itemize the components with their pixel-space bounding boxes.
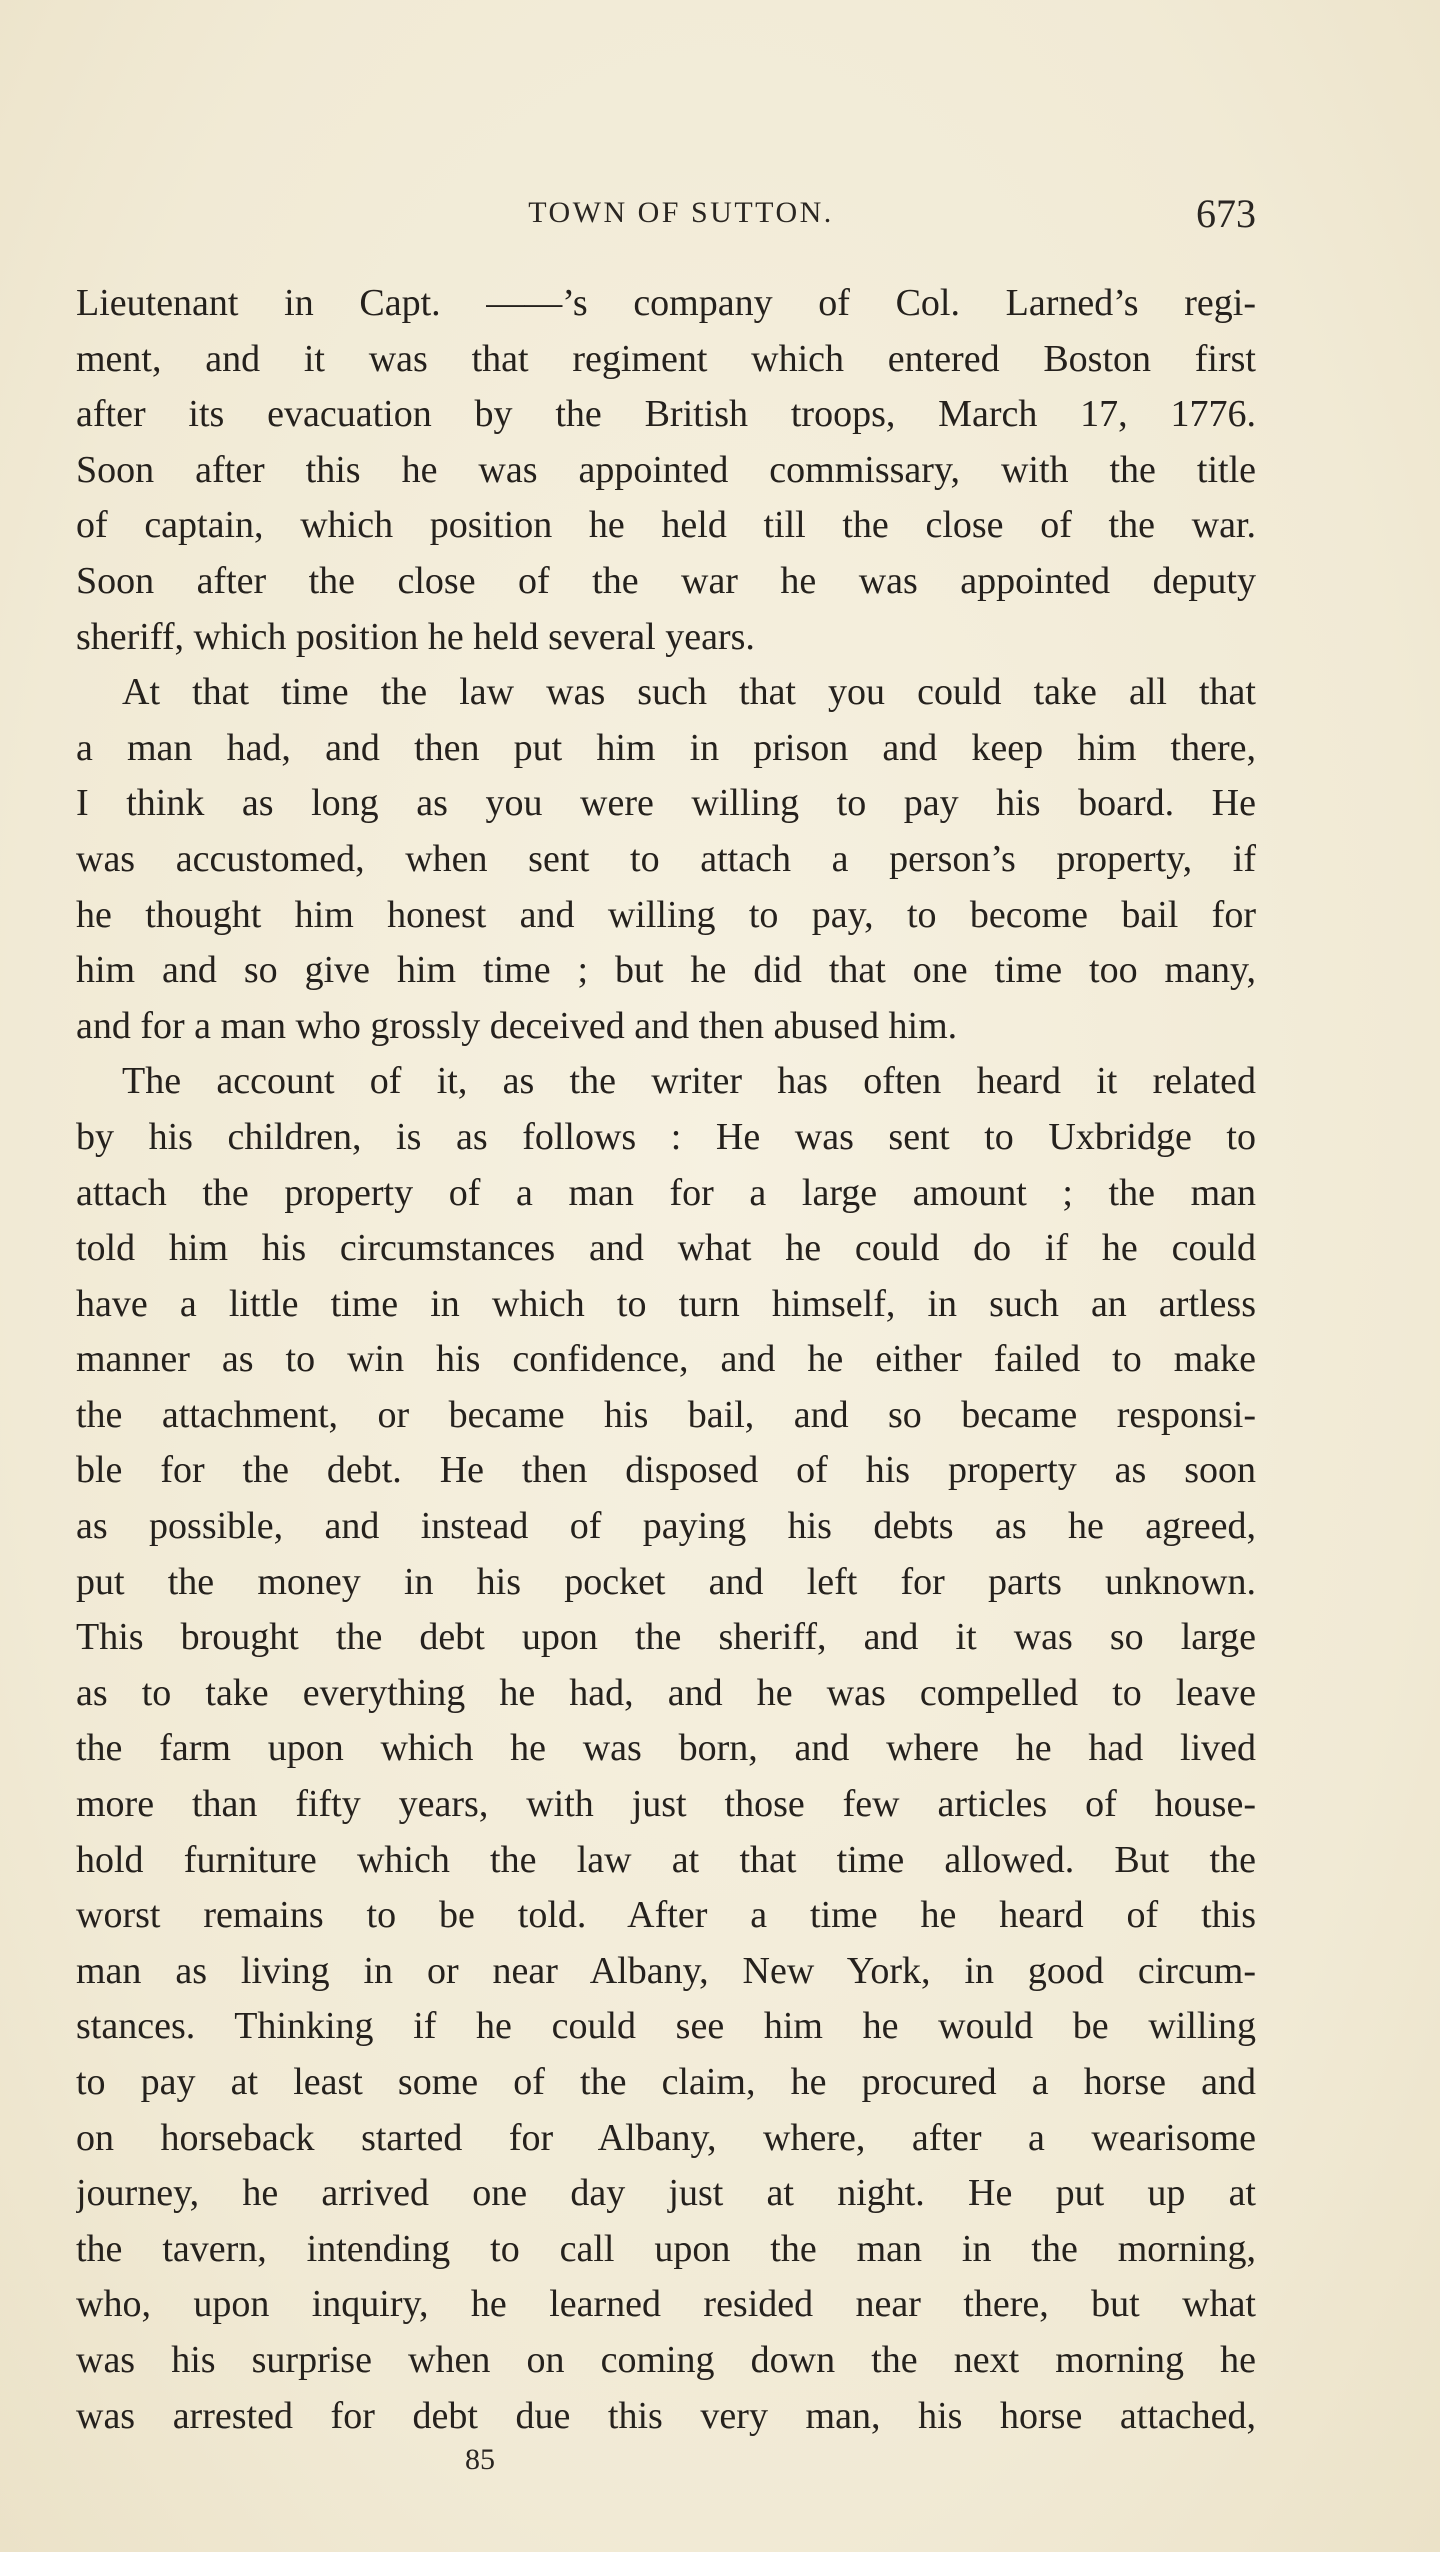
text-line: after its evacuation by the British troops, March 17, 1776. <box>76 393 1256 436</box>
running-head-title: TOWN OF SUTTON. <box>528 196 834 229</box>
text-line: put the money in his pocket and left for parts unknown. <box>76 1560 1256 1603</box>
text-line: ble for the debt. He then disposed of his property as soon <box>76 1449 1256 1492</box>
text-line: told him his circumstances and what he could do if he could <box>76 1227 1256 1270</box>
text-line: the farm upon which he was born, and where he had lived <box>76 1727 1256 1770</box>
text-line: attach the property of a man for a large amount ; the man <box>76 1171 1256 1214</box>
text-line: The account of it, as the writer has often heard it related <box>122 1060 1256 1103</box>
text-line: This brought the debt upon the sheriff, and it was so large <box>76 1616 1256 1659</box>
page-number: 673 <box>1196 191 1256 236</box>
text-line: At that time the law was such that you could take all that <box>122 671 1256 714</box>
running-head <box>76 190 1256 240</box>
body-text <box>76 276 1256 2444</box>
text-line: by his children, is as follows : He was sent to Uxbridge to <box>76 1115 1256 1158</box>
text-line: ment, and it was that regiment which entered Boston first <box>76 337 1256 380</box>
signature-mark: 85 <box>465 2443 495 2476</box>
text-line: manner as to win his confidence, and he either failed to make <box>76 1338 1256 1381</box>
text-line: Soon after the close of the war he was appointed deputy <box>76 559 1256 602</box>
text-line: stances. Thinking if he could see him he would be willing <box>76 2005 1256 2048</box>
text-line: have a little time in which to turn himself, in such an artless <box>76 1282 1256 1325</box>
text-line: sheriff, which position he held several years. <box>76 615 755 658</box>
text-line: journey, he arrived one day just at night. He put up at <box>76 2172 1256 2215</box>
text-line: worst remains to be told. After a time he heard of this <box>76 1894 1256 1937</box>
text-line: who, upon inquiry, he learned resided near there, but what <box>76 2283 1256 2326</box>
text-line: was arrested for debt due this very man, his horse attached, <box>76 2394 1256 2437</box>
text-line: the attachment, or became his bail, and so became responsi- <box>76 1393 1256 1436</box>
text-line: I think as long as you were willing to pay his board. He <box>76 782 1256 825</box>
text-line: of captain, which position he held till the close of the war. <box>76 504 1256 547</box>
text-line: was his surprise when on coming down the next morning he <box>76 2338 1256 2381</box>
text-line: him and so give him time ; but he did that one time too many, <box>76 949 1256 992</box>
text-line: was accustomed, when sent to attach a person’s property, if <box>76 837 1256 880</box>
text-line: and for a man who grossly deceived and then abused him. <box>76 1004 958 1047</box>
text-line: as possible, and instead of paying his debts as he agreed, <box>76 1505 1256 1548</box>
text-line: a man had, and then put him in prison and keep him there, <box>76 726 1256 769</box>
text-line: more than fifty years, with just those few articles of house- <box>76 1783 1256 1826</box>
text-line: Soon after this he was appointed commissary, with the title <box>76 448 1256 491</box>
text-line: the tavern, intending to call upon the man in the morning, <box>76 2227 1256 2270</box>
text-line: hold furniture which the law at that time allowed. But the <box>76 1838 1256 1881</box>
text-line: man as living in or near Albany, New York, in good circum- <box>76 1949 1256 1992</box>
text-line: as to take everything he had, and he was compelled to leave <box>76 1671 1256 1714</box>
text-line: on horseback started for Albany, where, after a wearisome <box>76 2116 1256 2159</box>
text-line: Lieutenant in Capt. ——’s company of Col. Larned’s regi- <box>76 282 1256 324</box>
text-line: he thought him honest and willing to pay, to become bail for <box>76 893 1256 936</box>
text-line: to pay at least some of the claim, he procured a horse and <box>76 2061 1256 2103</box>
